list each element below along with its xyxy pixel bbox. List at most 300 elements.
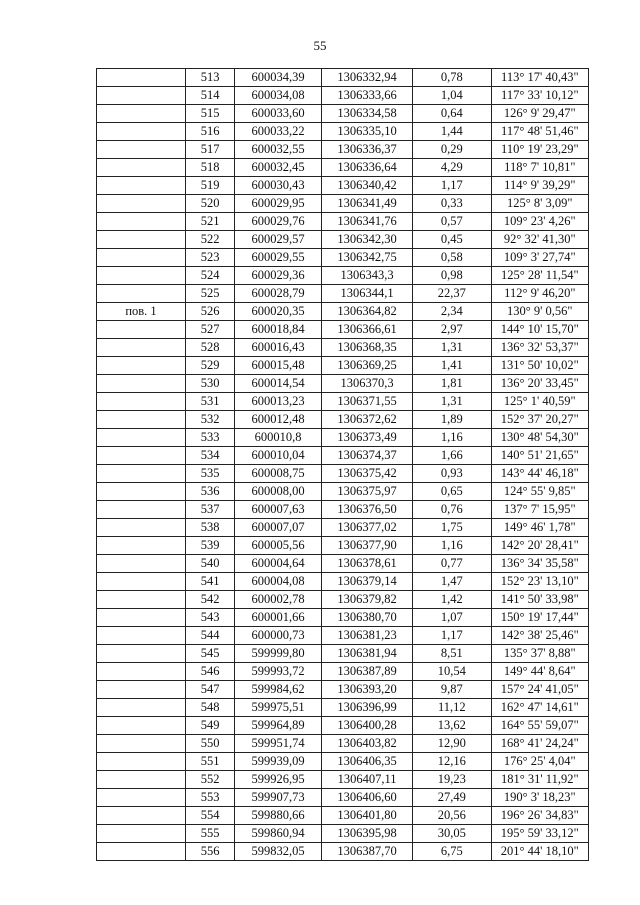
y-coordinate-cell: 1306369,25 (322, 357, 413, 375)
segment-length-cell: 1,75 (413, 519, 492, 537)
y-coordinate-cell: 1306377,02 (322, 519, 413, 537)
table-row (97, 789, 589, 807)
y-coordinate-cell: 1306373,49 (322, 429, 413, 447)
x-coordinate-cell: 600002,78 (235, 591, 322, 609)
table-row (97, 699, 589, 717)
y-coordinate-cell: 1306372,62 (322, 411, 413, 429)
coordinates-table-body (97, 69, 589, 861)
x-coordinate-cell: 599984,62 (235, 681, 322, 699)
segment-length-cell: 9,87 (413, 681, 492, 699)
direction-angle-cell: 176° 25' 4,04" (491, 753, 588, 771)
point-number-cell: 549 (185, 717, 234, 735)
table-row (97, 537, 589, 555)
x-coordinate-cell: 600012,48 (235, 411, 322, 429)
direction-angle-cell: 118° 7' 10,81" (491, 159, 588, 177)
table-row (97, 501, 589, 519)
table-row (97, 465, 589, 483)
point-number-cell: 539 (185, 537, 234, 555)
direction-angle-cell: 164° 55' 59,07" (491, 717, 588, 735)
y-coordinate-cell: 1306395,98 (322, 825, 413, 843)
point-number-cell: 548 (185, 699, 234, 717)
row-label-cell (97, 411, 186, 429)
segment-length-cell: 2,97 (413, 321, 492, 339)
point-number-cell: 537 (185, 501, 234, 519)
table-row (97, 429, 589, 447)
direction-angle-cell: 137° 7' 15,95" (491, 501, 588, 519)
y-coordinate-cell: 1306401,80 (322, 807, 413, 825)
segment-length-cell: 22,37 (413, 285, 492, 303)
x-coordinate-cell: 600016,43 (235, 339, 322, 357)
direction-angle-cell: 125° 1' 40,59" (491, 393, 588, 411)
point-number-cell: 546 (185, 663, 234, 681)
direction-angle-cell: 136° 20' 33,45" (491, 375, 588, 393)
row-label-cell (97, 105, 186, 123)
y-coordinate-cell: 1306380,70 (322, 609, 413, 627)
point-number-cell: 534 (185, 447, 234, 465)
x-coordinate-cell: 600000,73 (235, 627, 322, 645)
row-label-cell (97, 447, 186, 465)
point-number-cell: 520 (185, 195, 234, 213)
y-coordinate-cell: 1306381,94 (322, 645, 413, 663)
direction-angle-cell: 142° 38' 25,46" (491, 627, 588, 645)
direction-angle-cell: 136° 32' 53,37" (491, 339, 588, 357)
x-coordinate-cell: 600010,8 (235, 429, 322, 447)
table-row (97, 519, 589, 537)
x-coordinate-cell: 600034,08 (235, 87, 322, 105)
row-label-cell (97, 339, 186, 357)
y-coordinate-cell: 1306342,30 (322, 231, 413, 249)
x-coordinate-cell: 599999,80 (235, 645, 322, 663)
x-coordinate-cell: 600004,08 (235, 573, 322, 591)
x-coordinate-cell: 599975,51 (235, 699, 322, 717)
y-coordinate-cell: 1306396,99 (322, 699, 413, 717)
x-coordinate-cell: 600015,48 (235, 357, 322, 375)
point-number-cell: 538 (185, 519, 234, 537)
row-label-cell (97, 375, 186, 393)
x-coordinate-cell: 600029,95 (235, 195, 322, 213)
table-row (97, 645, 589, 663)
direction-angle-cell: 190° 3' 18,23" (491, 789, 588, 807)
direction-angle-cell: 109° 23' 4,26" (491, 213, 588, 231)
point-number-cell: 554 (185, 807, 234, 825)
segment-length-cell: 0,57 (413, 213, 492, 231)
row-label-cell (97, 609, 186, 627)
x-coordinate-cell: 599951,74 (235, 735, 322, 753)
row-label-cell (97, 465, 186, 483)
direction-angle-cell: 117° 33' 10,12" (491, 87, 588, 105)
segment-length-cell: 0,58 (413, 249, 492, 267)
table-row (97, 267, 589, 285)
segment-length-cell: 10,54 (413, 663, 492, 681)
table-row (97, 555, 589, 573)
x-coordinate-cell: 600029,57 (235, 231, 322, 249)
point-number-cell: 551 (185, 753, 234, 771)
table-row (97, 303, 589, 321)
direction-angle-cell: 142° 20' 28,41" (491, 537, 588, 555)
row-label-cell (97, 555, 186, 573)
point-number-cell: 533 (185, 429, 234, 447)
segment-length-cell: 19,23 (413, 771, 492, 789)
table-row (97, 285, 589, 303)
segment-length-cell: 1,66 (413, 447, 492, 465)
segment-length-cell: 0,78 (413, 69, 492, 87)
direction-angle-cell: 130° 9' 0,56" (491, 303, 588, 321)
row-label-cell (97, 87, 186, 105)
direction-angle-cell: 149° 46' 1,78" (491, 519, 588, 537)
table-row (97, 609, 589, 627)
segment-length-cell: 0,76 (413, 501, 492, 519)
table-row (97, 213, 589, 231)
x-coordinate-cell: 600028,79 (235, 285, 322, 303)
point-number-cell: 552 (185, 771, 234, 789)
table-row (97, 843, 589, 861)
segment-length-cell: 0,33 (413, 195, 492, 213)
direction-angle-cell: 143° 44' 46,18" (491, 465, 588, 483)
x-coordinate-cell: 599993,72 (235, 663, 322, 681)
y-coordinate-cell: 1306368,35 (322, 339, 413, 357)
table-row (97, 249, 589, 267)
row-label-cell (97, 663, 186, 681)
y-coordinate-cell: 1306340,42 (322, 177, 413, 195)
point-number-cell: 547 (185, 681, 234, 699)
segment-length-cell: 1,04 (413, 87, 492, 105)
row-label-cell (97, 789, 186, 807)
table-row (97, 627, 589, 645)
x-coordinate-cell: 600029,55 (235, 249, 322, 267)
coordinates-table (96, 68, 589, 861)
segment-length-cell: 2,34 (413, 303, 492, 321)
point-number-cell: 529 (185, 357, 234, 375)
y-coordinate-cell: 1306403,82 (322, 735, 413, 753)
table-row (97, 681, 589, 699)
row-label-cell (97, 357, 186, 375)
table-row (97, 411, 589, 429)
segment-length-cell: 1,31 (413, 339, 492, 357)
point-number-cell: 541 (185, 573, 234, 591)
direction-angle-cell: 140° 51' 21,65" (491, 447, 588, 465)
direction-angle-cell: 141° 50' 33,98" (491, 591, 588, 609)
x-coordinate-cell: 599832,05 (235, 843, 322, 861)
y-coordinate-cell: 1306387,89 (322, 663, 413, 681)
point-number-cell: 514 (185, 87, 234, 105)
point-number-cell: 550 (185, 735, 234, 753)
y-coordinate-cell: 1306379,14 (322, 573, 413, 591)
table-row (97, 105, 589, 123)
segment-length-cell: 1,31 (413, 393, 492, 411)
direction-angle-cell: 126° 9' 29,47" (491, 105, 588, 123)
table-row (97, 393, 589, 411)
x-coordinate-cell: 600029,36 (235, 267, 322, 285)
segment-length-cell: 1,41 (413, 357, 492, 375)
direction-angle-cell: 117° 48' 51,46" (491, 123, 588, 141)
segment-length-cell: 1,16 (413, 537, 492, 555)
x-coordinate-cell: 600034,39 (235, 69, 322, 87)
row-label-cell (97, 141, 186, 159)
direction-angle-cell: 157° 24' 41,05" (491, 681, 588, 699)
direction-angle-cell: 131° 50' 10,02" (491, 357, 588, 375)
y-coordinate-cell: 1306366,61 (322, 321, 413, 339)
x-coordinate-cell: 600032,45 (235, 159, 322, 177)
table-row (97, 735, 589, 753)
point-number-cell: 518 (185, 159, 234, 177)
y-coordinate-cell: 1306334,58 (322, 105, 413, 123)
point-number-cell: 540 (185, 555, 234, 573)
direction-angle-cell: 110° 19' 23,29" (491, 141, 588, 159)
table-row (97, 591, 589, 609)
y-coordinate-cell: 1306406,35 (322, 753, 413, 771)
y-coordinate-cell: 1306387,70 (322, 843, 413, 861)
direction-angle-cell: 113° 17' 40,43" (491, 69, 588, 87)
x-coordinate-cell: 600020,35 (235, 303, 322, 321)
direction-angle-cell: 125° 8' 3,09" (491, 195, 588, 213)
row-label-cell (97, 393, 186, 411)
direction-angle-cell: 196° 26' 34,83" (491, 807, 588, 825)
point-number-cell: 532 (185, 411, 234, 429)
row-label-cell (97, 807, 186, 825)
point-number-cell: 516 (185, 123, 234, 141)
segment-length-cell: 6,75 (413, 843, 492, 861)
segment-length-cell: 1,42 (413, 591, 492, 609)
y-coordinate-cell: 1306341,76 (322, 213, 413, 231)
point-number-cell: 519 (185, 177, 234, 195)
point-number-cell: 527 (185, 321, 234, 339)
table-row (97, 375, 589, 393)
y-coordinate-cell: 1306400,28 (322, 717, 413, 735)
row-label-cell (97, 645, 186, 663)
table-row (97, 231, 589, 249)
row-label-cell (97, 123, 186, 141)
x-coordinate-cell: 600033,22 (235, 123, 322, 141)
row-label-cell (97, 753, 186, 771)
row-label-cell (97, 843, 186, 861)
direction-angle-cell: 114° 9' 39,29" (491, 177, 588, 195)
y-coordinate-cell: 1306342,75 (322, 249, 413, 267)
segment-length-cell: 0,45 (413, 231, 492, 249)
row-label-cell (97, 213, 186, 231)
table-row (97, 825, 589, 843)
y-coordinate-cell: 1306406,60 (322, 789, 413, 807)
y-coordinate-cell: 1306364,82 (322, 303, 413, 321)
segment-length-cell: 0,64 (413, 105, 492, 123)
x-coordinate-cell: 600008,00 (235, 483, 322, 501)
table-row (97, 717, 589, 735)
row-label-cell (97, 771, 186, 789)
segment-length-cell: 1,81 (413, 375, 492, 393)
x-coordinate-cell: 599880,66 (235, 807, 322, 825)
table-row (97, 339, 589, 357)
point-number-cell: 521 (185, 213, 234, 231)
segment-length-cell: 20,56 (413, 807, 492, 825)
point-number-cell: 525 (185, 285, 234, 303)
table-row (97, 807, 589, 825)
point-number-cell: 528 (185, 339, 234, 357)
row-label-cell: пов. 1 (97, 303, 186, 321)
y-coordinate-cell: 1306378,61 (322, 555, 413, 573)
x-coordinate-cell: 600018,84 (235, 321, 322, 339)
table-row (97, 573, 589, 591)
point-number-cell: 523 (185, 249, 234, 267)
x-coordinate-cell: 599939,09 (235, 753, 322, 771)
row-label-cell (97, 591, 186, 609)
segment-length-cell: 12,16 (413, 753, 492, 771)
direction-angle-cell: 136° 34' 35,58" (491, 555, 588, 573)
y-coordinate-cell: 1306376,50 (322, 501, 413, 519)
point-number-cell: 542 (185, 591, 234, 609)
y-coordinate-cell: 1306332,94 (322, 69, 413, 87)
x-coordinate-cell: 600007,07 (235, 519, 322, 537)
direction-angle-cell: 152° 23' 13,10" (491, 573, 588, 591)
x-coordinate-cell: 599964,89 (235, 717, 322, 735)
point-number-cell: 517 (185, 141, 234, 159)
direction-angle-cell: 144° 10' 15,70" (491, 321, 588, 339)
row-label-cell (97, 195, 186, 213)
row-label-cell (97, 231, 186, 249)
y-coordinate-cell: 1306375,42 (322, 465, 413, 483)
direction-angle-cell: 149° 44' 8,64" (491, 663, 588, 681)
row-label-cell (97, 249, 186, 267)
segment-length-cell: 1,47 (413, 573, 492, 591)
row-label-cell (97, 825, 186, 843)
y-coordinate-cell: 1306379,82 (322, 591, 413, 609)
table-row (97, 159, 589, 177)
row-label-cell (97, 177, 186, 195)
row-label-cell (97, 69, 186, 87)
x-coordinate-cell: 600001,66 (235, 609, 322, 627)
segment-length-cell: 30,05 (413, 825, 492, 843)
segment-length-cell: 0,93 (413, 465, 492, 483)
point-number-cell: 555 (185, 825, 234, 843)
point-number-cell: 545 (185, 645, 234, 663)
y-coordinate-cell: 1306381,23 (322, 627, 413, 645)
y-coordinate-cell: 1306393,20 (322, 681, 413, 699)
direction-angle-cell: 112° 9' 46,20" (491, 285, 588, 303)
point-number-cell: 524 (185, 267, 234, 285)
table-row (97, 141, 589, 159)
row-label-cell (97, 483, 186, 501)
table-row (97, 87, 589, 105)
y-coordinate-cell: 1306370,3 (322, 375, 413, 393)
point-number-cell: 513 (185, 69, 234, 87)
y-coordinate-cell: 1306377,90 (322, 537, 413, 555)
x-coordinate-cell: 600030,43 (235, 177, 322, 195)
direction-angle-cell: 181° 31' 11,92" (491, 771, 588, 789)
point-number-cell: 535 (185, 465, 234, 483)
row-label-cell (97, 735, 186, 753)
direction-angle-cell: 168° 41' 24,24" (491, 735, 588, 753)
segment-length-cell: 8,51 (413, 645, 492, 663)
segment-length-cell: 1,16 (413, 429, 492, 447)
direction-angle-cell: 195° 59' 33,12" (491, 825, 588, 843)
point-number-cell: 526 (185, 303, 234, 321)
segment-length-cell: 0,65 (413, 483, 492, 501)
table-row (97, 447, 589, 465)
direction-angle-cell: 201° 44' 18,10" (491, 843, 588, 861)
table-row (97, 177, 589, 195)
x-coordinate-cell: 600013,23 (235, 393, 322, 411)
segment-length-cell: 1,17 (413, 177, 492, 195)
x-coordinate-cell: 600005,56 (235, 537, 322, 555)
row-label-cell (97, 699, 186, 717)
point-number-cell: 543 (185, 609, 234, 627)
segment-length-cell: 13,62 (413, 717, 492, 735)
row-label-cell (97, 537, 186, 555)
table-row (97, 321, 589, 339)
point-number-cell: 531 (185, 393, 234, 411)
x-coordinate-cell: 600032,55 (235, 141, 322, 159)
table-row (97, 69, 589, 87)
point-number-cell: 522 (185, 231, 234, 249)
table-row (97, 195, 589, 213)
row-label-cell (97, 267, 186, 285)
segment-length-cell: 1,44 (413, 123, 492, 141)
direction-angle-cell: 124° 55' 9,85" (491, 483, 588, 501)
x-coordinate-cell: 600004,64 (235, 555, 322, 573)
direction-angle-cell: 130° 48' 54,30" (491, 429, 588, 447)
segment-length-cell: 0,29 (413, 141, 492, 159)
point-number-cell: 556 (185, 843, 234, 861)
table-row (97, 771, 589, 789)
x-coordinate-cell: 600029,76 (235, 213, 322, 231)
y-coordinate-cell: 1306336,37 (322, 141, 413, 159)
row-label-cell (97, 285, 186, 303)
row-label-cell (97, 429, 186, 447)
table-row (97, 753, 589, 771)
x-coordinate-cell: 599860,94 (235, 825, 322, 843)
direction-angle-cell: 162° 47' 14,61" (491, 699, 588, 717)
direction-angle-cell: 109° 3' 27,74" (491, 249, 588, 267)
x-coordinate-cell: 600014,54 (235, 375, 322, 393)
segment-length-cell: 27,49 (413, 789, 492, 807)
y-coordinate-cell: 1306333,66 (322, 87, 413, 105)
row-label-cell (97, 573, 186, 591)
y-coordinate-cell: 1306344,1 (322, 285, 413, 303)
y-coordinate-cell: 1306341,49 (322, 195, 413, 213)
y-coordinate-cell: 1306407,11 (322, 771, 413, 789)
y-coordinate-cell: 1306371,55 (322, 393, 413, 411)
segment-length-cell: 0,77 (413, 555, 492, 573)
point-number-cell: 530 (185, 375, 234, 393)
y-coordinate-cell: 1306375,97 (322, 483, 413, 501)
table-row (97, 483, 589, 501)
table-row (97, 663, 589, 681)
point-number-cell: 515 (185, 105, 234, 123)
row-label-cell (97, 627, 186, 645)
x-coordinate-cell: 599907,73 (235, 789, 322, 807)
segment-length-cell: 1,17 (413, 627, 492, 645)
segment-length-cell: 11,12 (413, 699, 492, 717)
row-label-cell (97, 501, 186, 519)
segment-length-cell: 1,07 (413, 609, 492, 627)
table-row (97, 357, 589, 375)
x-coordinate-cell: 600033,60 (235, 105, 322, 123)
row-label-cell (97, 681, 186, 699)
row-label-cell (97, 519, 186, 537)
direction-angle-cell: 152° 37' 20,27" (491, 411, 588, 429)
segment-length-cell: 12,90 (413, 735, 492, 753)
direction-angle-cell: 150° 19' 17,44" (491, 609, 588, 627)
page-number: 55 (313, 38, 327, 53)
direction-angle-cell: 92° 32' 41,30" (491, 231, 588, 249)
direction-angle-cell: 125° 28' 11,54" (491, 267, 588, 285)
point-number-cell: 536 (185, 483, 234, 501)
x-coordinate-cell: 600007,63 (235, 501, 322, 519)
segment-length-cell: 0,98 (413, 267, 492, 285)
direction-angle-cell: 135° 37' 8,88" (491, 645, 588, 663)
x-coordinate-cell: 600010,04 (235, 447, 322, 465)
y-coordinate-cell: 1306336,64 (322, 159, 413, 177)
y-coordinate-cell: 1306374,37 (322, 447, 413, 465)
segment-length-cell: 4,29 (413, 159, 492, 177)
